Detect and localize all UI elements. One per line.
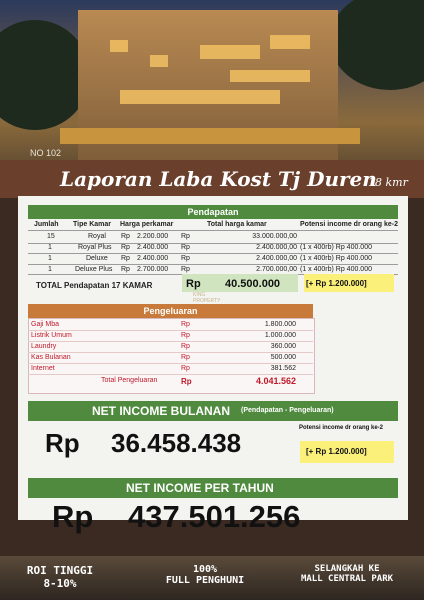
cell-total: 33.000.000,00 bbox=[252, 233, 297, 240]
feature-roi bbox=[20, 564, 100, 590]
divider bbox=[28, 330, 313, 331]
net-yearly-value: 437.501.256 bbox=[128, 499, 301, 534]
expense-currency: Rp bbox=[181, 354, 190, 361]
cell-tipe: Deluxe Plus bbox=[75, 266, 113, 273]
pendapatan-heading: Pendapatan bbox=[28, 205, 398, 219]
page-title: Laporan Laba Kost Tj Duren bbox=[60, 167, 377, 191]
expense-label: Gaji Mba bbox=[31, 321, 60, 328]
cell-total: 2.400.000,00 bbox=[256, 255, 297, 262]
cell-rp: Rp bbox=[181, 244, 190, 251]
cell-jumlah: 1 bbox=[48, 266, 52, 273]
divider bbox=[28, 230, 398, 231]
expense-value: 1.000.000 bbox=[264, 332, 296, 339]
net-monthly-subtitle: (Pendapatan - Pengeluaran) bbox=[241, 407, 334, 414]
feature-roi-line2: 8-10% bbox=[43, 577, 77, 590]
expense-label: Kas Bulanan bbox=[31, 354, 71, 361]
cell-rp: Rp bbox=[181, 266, 190, 273]
cell-potensi: (1 x 400rb) Rp 400.000 bbox=[300, 255, 372, 262]
feature-occupancy-line1: 100% bbox=[192, 564, 218, 575]
king-property-logo: KING PROPERTY bbox=[193, 292, 221, 304]
feature-location bbox=[284, 564, 410, 584]
total-pengeluaran-currency: Rp bbox=[181, 377, 192, 386]
total-pendapatan-label: TOTAL Pendapatan 17 KAMAR bbox=[36, 281, 153, 290]
net-monthly-title: NET INCOME BULANAN bbox=[92, 404, 230, 418]
net-yearly-title: NET INCOME PER TAHUN bbox=[126, 481, 274, 495]
feature-location-line2: MALL CENTRAL PARK bbox=[300, 574, 394, 584]
col-total: Total harga kamar bbox=[207, 221, 267, 228]
divider bbox=[28, 374, 313, 375]
col-jumlah: Jumlah bbox=[34, 221, 59, 228]
divider bbox=[28, 341, 313, 342]
col-harga: Harga perkamar bbox=[120, 221, 174, 228]
expense-value: 360.000 bbox=[270, 343, 296, 350]
expense-label: Internet bbox=[31, 365, 55, 372]
feature-roi-line1: ROI TINGGI bbox=[26, 564, 94, 577]
net-monthly-value: 36.458.438 bbox=[111, 428, 242, 458]
divider bbox=[28, 264, 398, 265]
feature-occupancy bbox=[150, 564, 260, 586]
pengeluaran-heading: Pengeluaran bbox=[28, 304, 313, 318]
potensi-label: Potensi income dr orang ke-2 bbox=[299, 425, 384, 431]
cell-rp: Rp bbox=[121, 266, 130, 273]
total-extra-value: [+ Rp 1.200.000] bbox=[306, 279, 367, 288]
cell-rp: Rp bbox=[181, 255, 190, 262]
feature-occupancy-line2: FULL PENGHUNI bbox=[165, 575, 245, 586]
cell-harga: 2.200.000 bbox=[137, 233, 169, 240]
building-photo bbox=[0, 0, 424, 175]
cell-tipe: Royal bbox=[88, 233, 106, 240]
col-potensi: Potensi income dr orang ke-2 bbox=[300, 221, 399, 228]
net-monthly-currency: Rp bbox=[45, 428, 80, 458]
cell-harga: 2.400.000 bbox=[137, 244, 169, 251]
divider bbox=[28, 363, 313, 364]
listing-number: NO 102 bbox=[30, 148, 62, 158]
expense-currency: Rp bbox=[181, 365, 190, 372]
expense-value: 500.000 bbox=[270, 354, 296, 361]
total-pengeluaran-label: Total Pengeluaran bbox=[101, 377, 158, 384]
total-pengeluaran-value: 4.041.562 bbox=[255, 376, 296, 386]
expense-label: Listrik Umum bbox=[31, 332, 72, 339]
cell-harga: 2.400.000 bbox=[137, 255, 169, 262]
cell-rp: Rp bbox=[121, 244, 130, 251]
expense-value: 381.562 bbox=[270, 365, 296, 372]
net-yearly-currency: Rp bbox=[52, 499, 94, 534]
feature-location-line1: SELANGKAH KE bbox=[314, 564, 380, 574]
expense-currency: Rp bbox=[181, 332, 190, 339]
cell-jumlah: 1 bbox=[48, 244, 52, 251]
expense-value: 1.800.000 bbox=[264, 321, 296, 328]
divider bbox=[28, 253, 398, 254]
cell-jumlah: 15 bbox=[47, 233, 55, 240]
expense-currency: Rp bbox=[181, 321, 190, 328]
cell-rp: Rp bbox=[181, 233, 190, 240]
expense-label: Laundry bbox=[31, 343, 57, 350]
cell-potensi: (1 x 400rb) Rp 400.000 bbox=[300, 244, 372, 251]
cell-rp: Rp bbox=[121, 233, 130, 240]
cell-total: 2.400.000,00 bbox=[256, 244, 297, 251]
expense-currency: Rp bbox=[181, 343, 190, 350]
cell-potensi: (1 x 400rb) Rp 400.000 bbox=[300, 266, 372, 273]
cell-total: 2.700.000,00 bbox=[256, 266, 297, 273]
total-pendapatan-value: 40.500.000 bbox=[225, 278, 281, 290]
room-count: 18 kmr bbox=[368, 176, 408, 189]
col-tipe: Tipe Kamar bbox=[73, 221, 111, 228]
cell-jumlah: 1 bbox=[48, 255, 52, 262]
cell-tipe: Deluxe bbox=[86, 255, 108, 262]
divider bbox=[28, 352, 313, 353]
cell-tipe: Royal Plus bbox=[78, 244, 112, 251]
total-pendapatan-currency: Rp bbox=[186, 278, 201, 290]
potensi-value: [+ Rp 1.200.000] bbox=[306, 447, 367, 456]
cell-rp: Rp bbox=[121, 255, 130, 262]
cell-harga: 2.700.000 bbox=[137, 266, 169, 273]
